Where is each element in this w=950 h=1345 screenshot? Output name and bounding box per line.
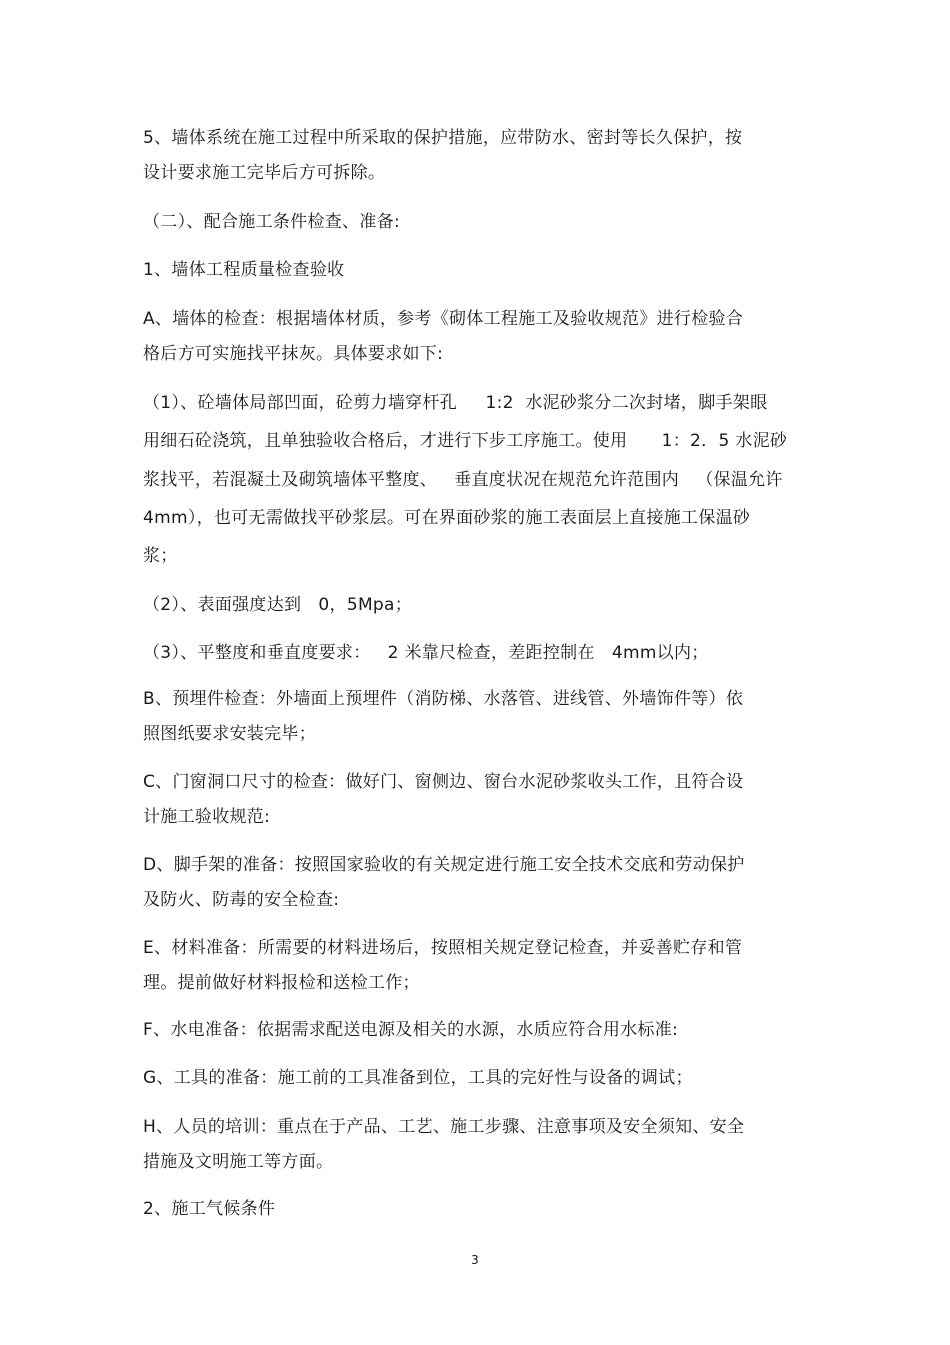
text-line: 照图纸要求安装完毕； xyxy=(143,724,316,744)
text-line: （2）、表面强度达到 0，5Mpa； xyxy=(143,595,413,615)
text-line: 措施及文明施工等方面。 xyxy=(143,1152,334,1172)
text-line: B、预埋件检查：外墙面上预埋件（消防梯、水落管、进线管、外墙饰件等）依 xyxy=(143,689,744,709)
text-line: 浆； xyxy=(143,546,178,566)
text-line: G、工具的准备：施工前的工具准备到位，工具的完好性与设备的调试； xyxy=(143,1068,693,1088)
text-line: C、门窗洞口尺寸的检查：做好门、窗侧边、窗台水泥砂浆收头工作，且符合设 xyxy=(143,772,744,792)
text-line: D、脚手架的准备：按照国家验收的有关规定进行施工安全技术交底和劳动保护 xyxy=(143,855,745,875)
text-line: 用细石砼浇筑，且单独验收合格后，才进行下步工序施工。使用 1：2．5 水泥砂 xyxy=(143,431,788,451)
page-number: 3 xyxy=(471,1253,479,1267)
text-line: 5、墙体系统在施工过程中所采取的保护措施，应带防水、密封等长久保护，按 xyxy=(143,128,743,148)
text-line: 及防火、防毒的安全检查: xyxy=(143,890,340,910)
subsection-heading: 1、墙体工程质量检查验收 xyxy=(143,260,345,280)
subsection-heading: 2、施工气候条件 xyxy=(143,1199,276,1219)
text-line: A、墙体的检查：根据墙体材质，参考《砌体工程施工及验收规范》进行检验合 xyxy=(143,309,744,329)
text-line: 设计要求施工完毕后方可拆除。 xyxy=(143,163,386,183)
section-heading: （二）、配合施工条件检查、准备: xyxy=(143,212,401,232)
text-line: E、材料准备：所需要的材料进场后，按照相关规定登记检查，并妥善贮存和管 xyxy=(143,938,743,958)
text-line: F、水电准备：依据需求配送电源及相关的水源，水质应符合用水标准: xyxy=(143,1020,679,1040)
text-line: （1）、砼墙体局部凹面，砼剪力墙穿杆孔 1:2 水泥砂浆分二次封堵，脚手架眼 xyxy=(143,393,768,413)
text-line: 4mm），也可无需做找平砂浆层。可在界面砂浆的施工表面层上直接施工保温砂 xyxy=(143,508,751,528)
text-line: 格后方可实施找平抹灰。具体要求如下: xyxy=(143,344,444,364)
text-line: 浆找平，若混凝土及砌筑墙体平整度、 垂直度状况在规范允许范围内 （保温允许 xyxy=(143,470,783,490)
text-line: 计施工验收规范: xyxy=(143,807,271,827)
text-line: （3）、平整度和垂直度要求： 2 米靠尺检查，差距控制在 4mm以内； xyxy=(143,643,709,663)
text-line: H、人员的培训：重点在于产品、工艺、施工步骤、注意事项及安全须知、安全 xyxy=(143,1117,745,1137)
text-line: 理。提前做好材料报检和送检工作； xyxy=(143,973,420,993)
